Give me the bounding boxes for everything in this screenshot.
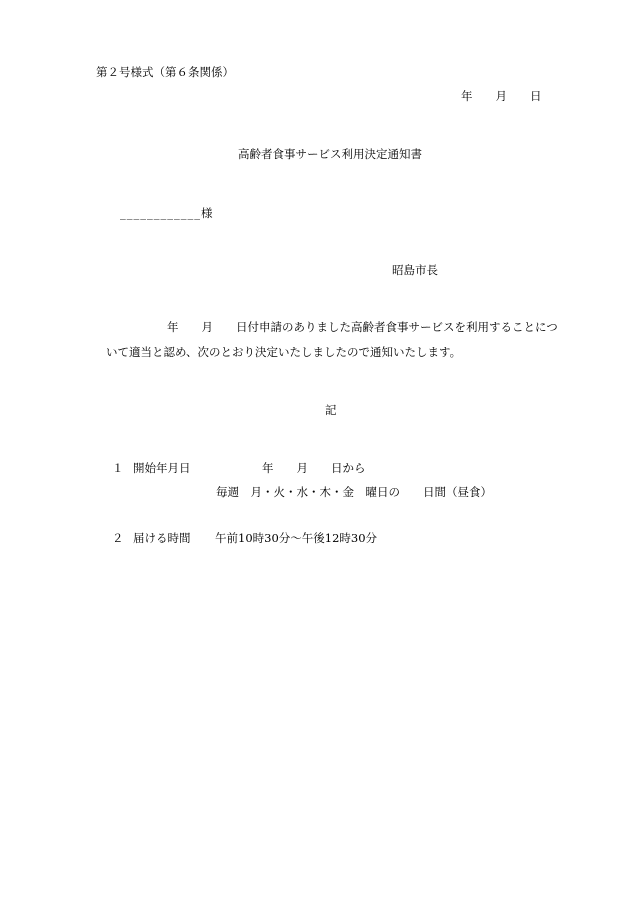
item-number: １ bbox=[112, 461, 124, 475]
item-value: 年 月 日から bbox=[262, 461, 366, 475]
recipient-honorific: 様 bbox=[201, 206, 213, 220]
date-line: 年 月 日 bbox=[461, 89, 542, 103]
recipient-name-line bbox=[120, 208, 213, 220]
item-label: 届ける時間 bbox=[133, 531, 191, 545]
item-detail: 毎週 月・火・水・木・金 曜日の 日間（昼食） bbox=[216, 485, 492, 499]
ki-heading: 記 bbox=[325, 403, 337, 417]
item-value: 午前10時30分～午後12時30分 bbox=[215, 531, 378, 545]
body-line-1: 年 月 日付申請のありました高齢者食事サービスを利用することにつ bbox=[167, 320, 558, 334]
recipient-blank: ____________ bbox=[120, 206, 201, 220]
body-line-2: いて適当と認め、次のとおり決定いたしましたので通知いたします。 bbox=[106, 345, 462, 359]
form-id: 第２号様式（第６条関係） bbox=[96, 65, 234, 79]
item-label: 開始年月日 bbox=[133, 461, 191, 475]
issuer: 昭島市長 bbox=[392, 263, 438, 277]
document-title: 高齢者食事サービス利用決定通知書 bbox=[238, 147, 422, 161]
item-number: ２ bbox=[112, 531, 124, 545]
